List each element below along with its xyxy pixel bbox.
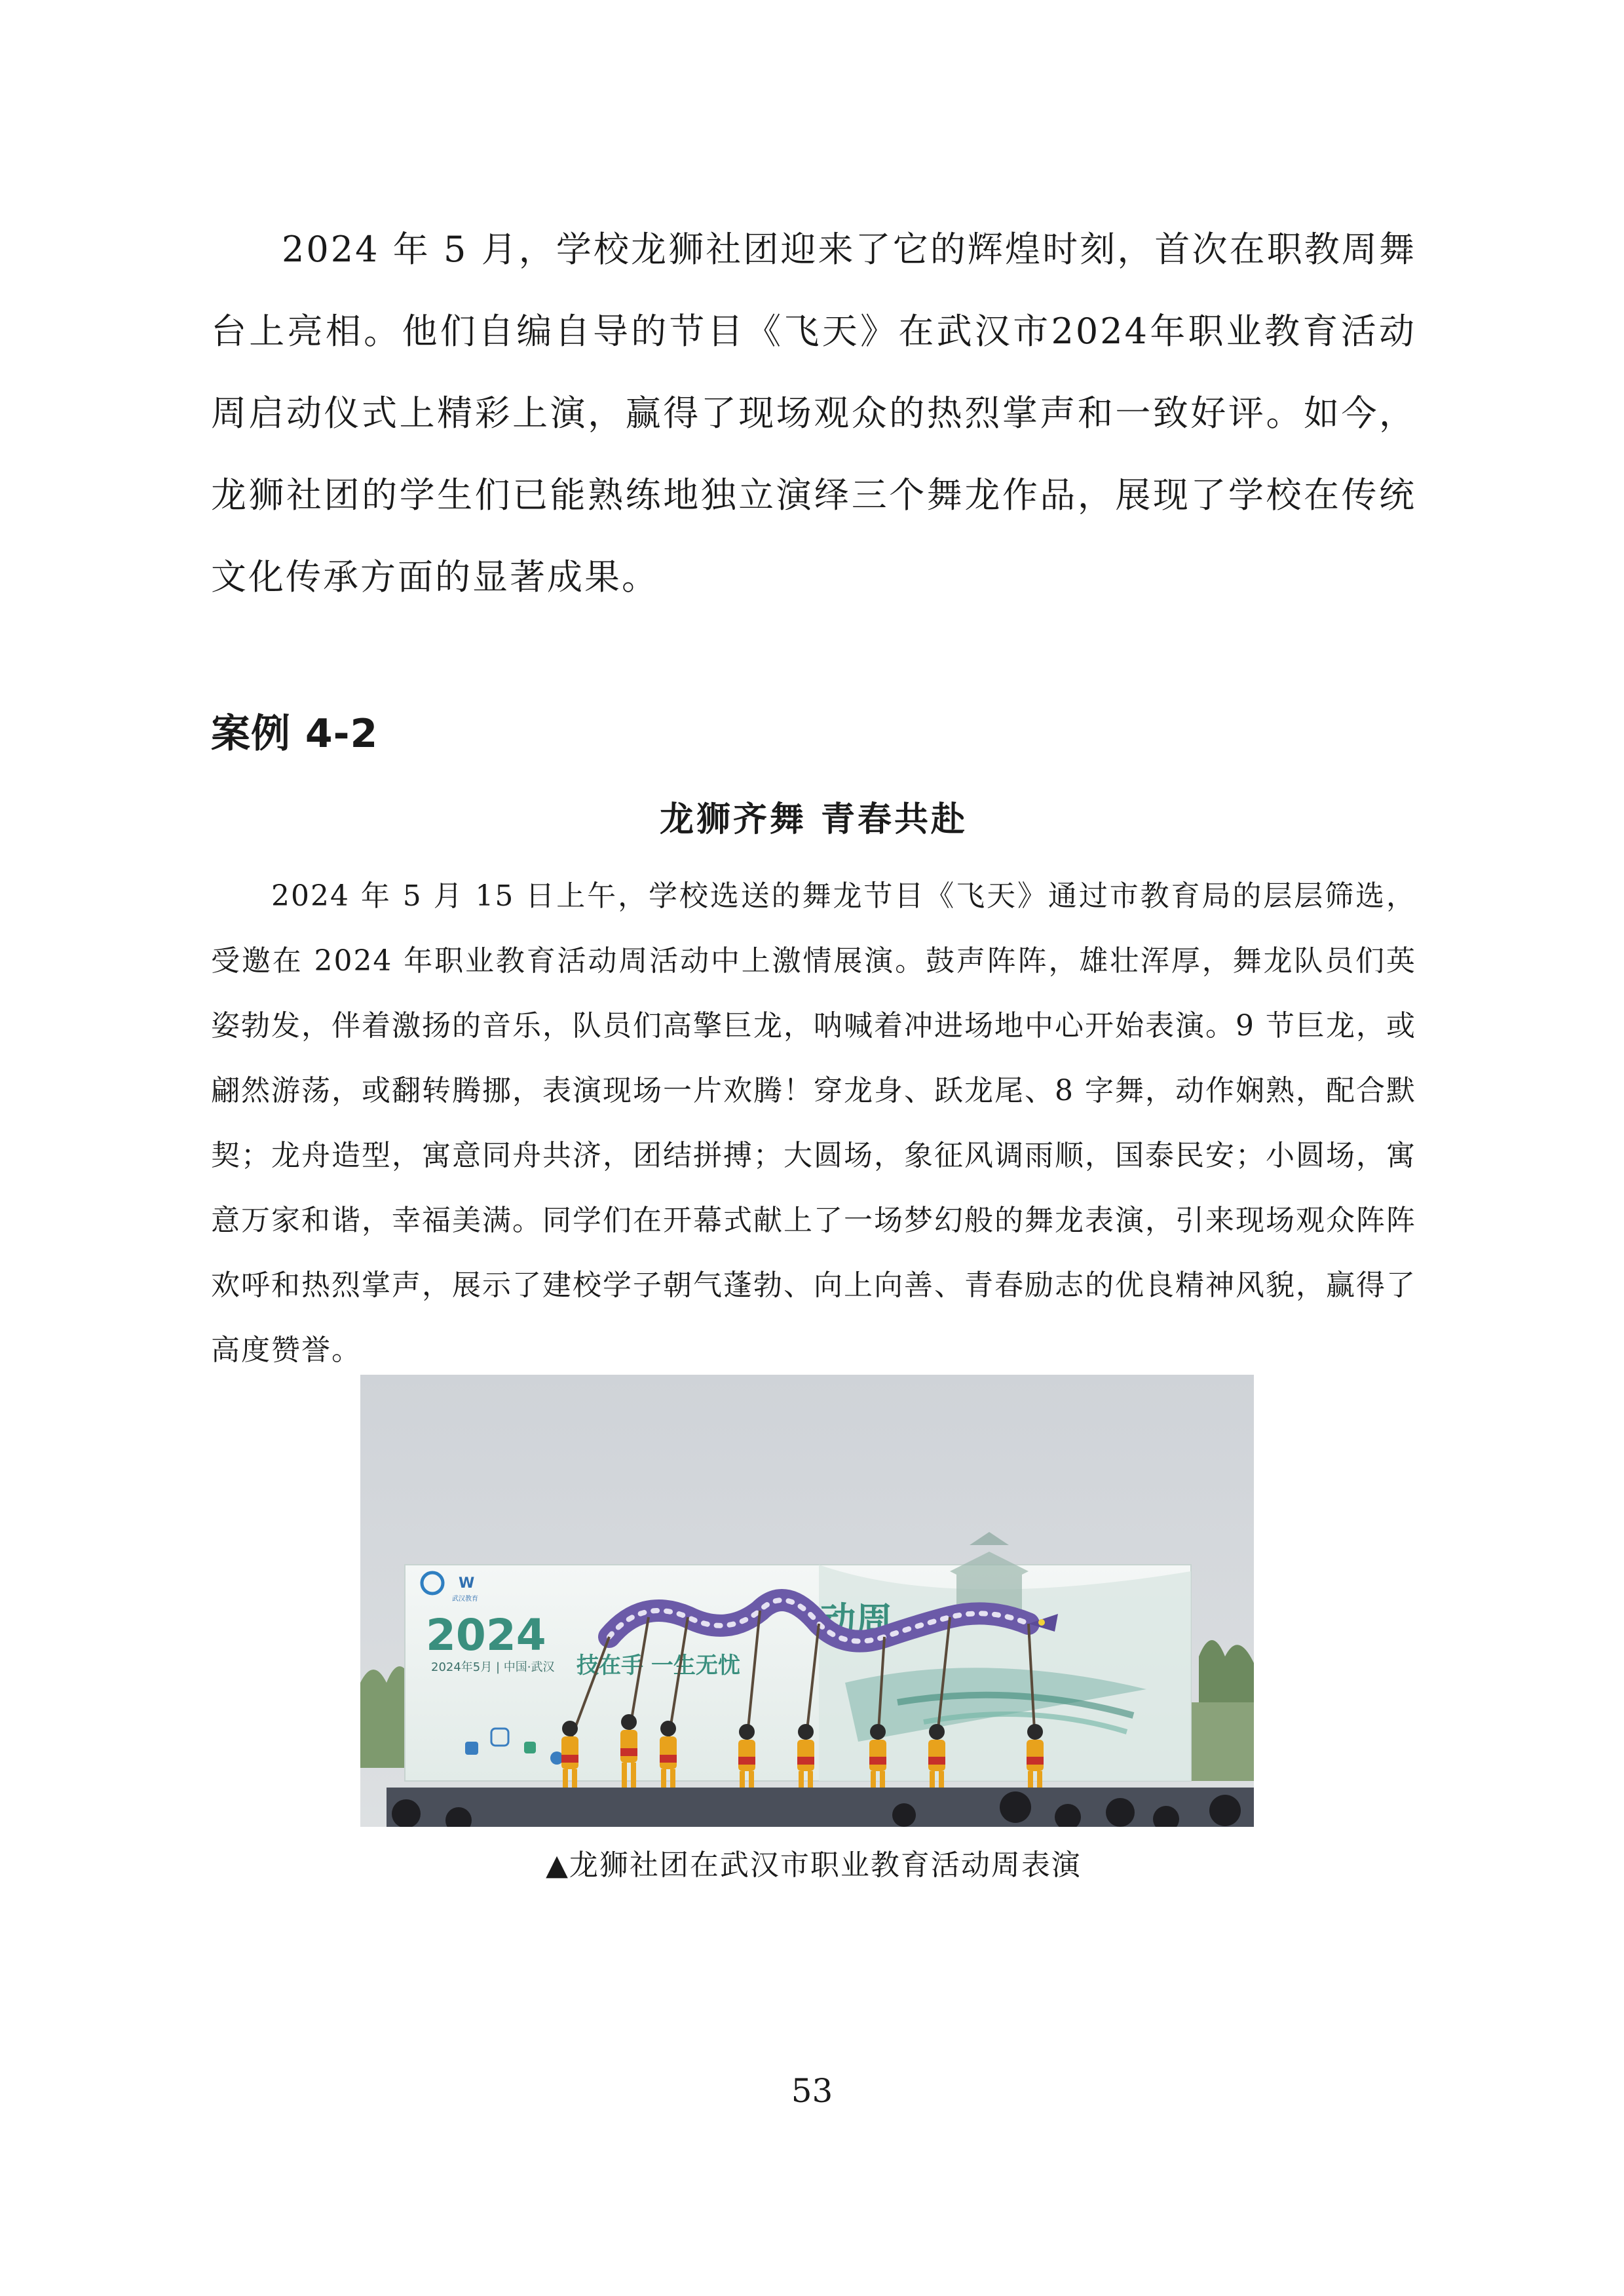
case-title: 龙狮齐舞 青春共赴 <box>659 799 968 839</box>
dragon-dance-photo <box>360 1375 1254 1827</box>
photo-caption: ▲龙狮社团在武汉市职业教育活动周表演 <box>546 1848 1082 1882</box>
backdrop-slogan: 技在手 一生无忧 <box>576 1653 740 1679</box>
svg-text:W: W <box>459 1575 475 1592</box>
backdrop-tail: 动周 <box>819 1600 892 1643</box>
svg-text:武汉教育: 武汉教育 <box>452 1596 478 1603</box>
backdrop-year: 2024 <box>426 1610 546 1660</box>
case-heading: 案例 4-2 <box>211 711 379 757</box>
backdrop-date: 2024年5月 | 中国·武汉 <box>431 1660 555 1674</box>
intro-paragraph: 2024 年 5 月，学校龙狮社团迎来了它的辉煌时刻，首次在职教周舞台上亮相。他们自编自导的节目《飞天》在武汉市2024年职业教育活动周启动仪式上精彩上演，赢得了现场观众的热烈掌声和一致好评。如今，龙狮社团的学生们已能熟练地独立演绎三个舞龙作品，展现了学校在传统文化传承方面的显著成果。 <box>211 229 1416 598</box>
page-number: 53 <box>791 2072 833 2110</box>
case-body-paragraph: 2024 年 5 月 15 日上午，学校选送的舞龙节目《飞天》通过市教育局的层层筛选，受邀在 2024 年职业教育活动周活动中上激情展演。鼓声阵阵，雄壮浑厚，舞龙队员们英姿勃发，伴着激扬的音乐，队员们高擎巨龙，呐喊着冲进场地中心开始表演。9 节巨龙，或翩然游荡，或翻转腾挪，表演现场一片欢腾！穿龙身、跃龙尾、8 字舞，动作娴熟，配合默契；龙舟造型，寓意同舟共济，团结拼搏；大圆场，象征风调雨顺，国泰民安；小圆场，寓意万家和谐，幸福美满。同学们在开幕式献上了一场梦幻般的舞龙表演，引来现场观众阵阵欢呼和热烈掌声，展示了建校学子朝气蓬勃、向上向善、青春励志的优良精神风貌，赢得了高度赞誉。 <box>211 879 1416 1367</box>
